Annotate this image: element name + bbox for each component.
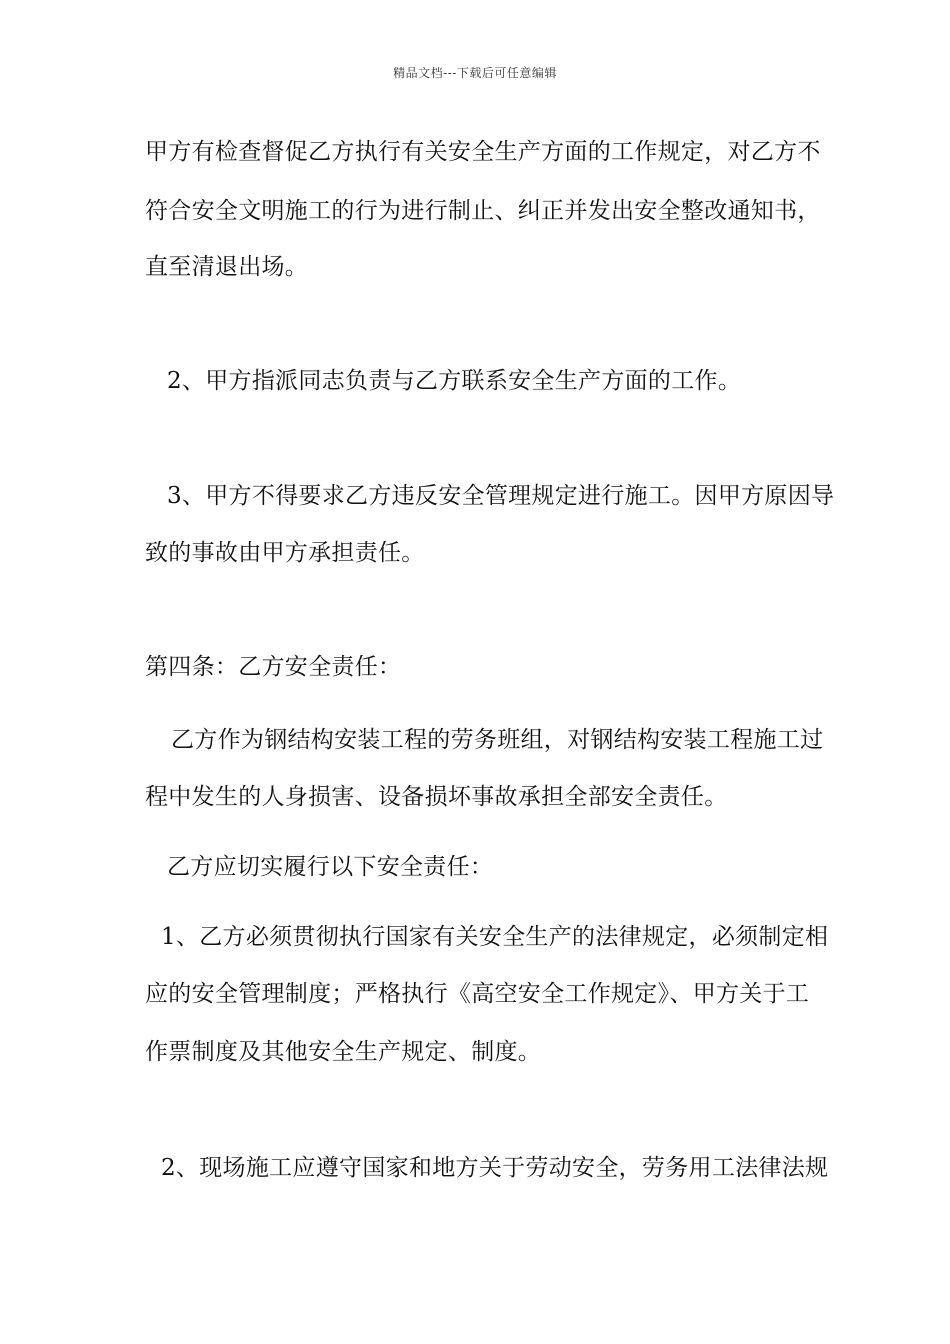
- body-line: 应的安全管理制度；严格执行《高空安全工作规定》、甲方关于工: [145, 981, 810, 1007]
- body-line: 2、现场施工应遵守国家和地方关于劳动安全，劳务用工法律法规: [161, 1155, 829, 1181]
- body-line: 2、甲方指派同志负责与乙方联系安全生产方面的工作。: [167, 368, 742, 394]
- body-line: 程中发生的人身损害、设备损坏事故承担全部安全责任。: [145, 784, 728, 810]
- body-line: 3、甲方不得要求乙方违反安全管理规定进行施工。因甲方原因导: [167, 483, 835, 509]
- body-line: 作票制度及其他安全生产规定、制度。: [145, 1039, 542, 1065]
- body-line: 乙方作为钢结构安装工程的劳务班组，对钢结构安装工程施工过: [171, 727, 824, 753]
- body-line: 符合安全文明施工的行为进行制止、纠正并发出安全整改通知书，: [145, 198, 821, 224]
- body-line: 1、乙方必须贯彻执行国家有关安全生产的法律规定，必须制定相: [161, 924, 829, 950]
- body-line: 乙方应切实履行以下安全责任：: [167, 854, 494, 880]
- page-header: 精品文档---下载后可任意编辑: [393, 66, 557, 80]
- body-line: 致的事故由甲方承担责任。: [145, 540, 425, 566]
- body-line: 甲方有检查督促乙方执行有关安全生产方面的工作规定，对乙方不: [145, 139, 821, 165]
- section-heading: 第四条：乙方安全责任：: [145, 654, 402, 680]
- body-line: 直至清退出场。: [145, 254, 309, 280]
